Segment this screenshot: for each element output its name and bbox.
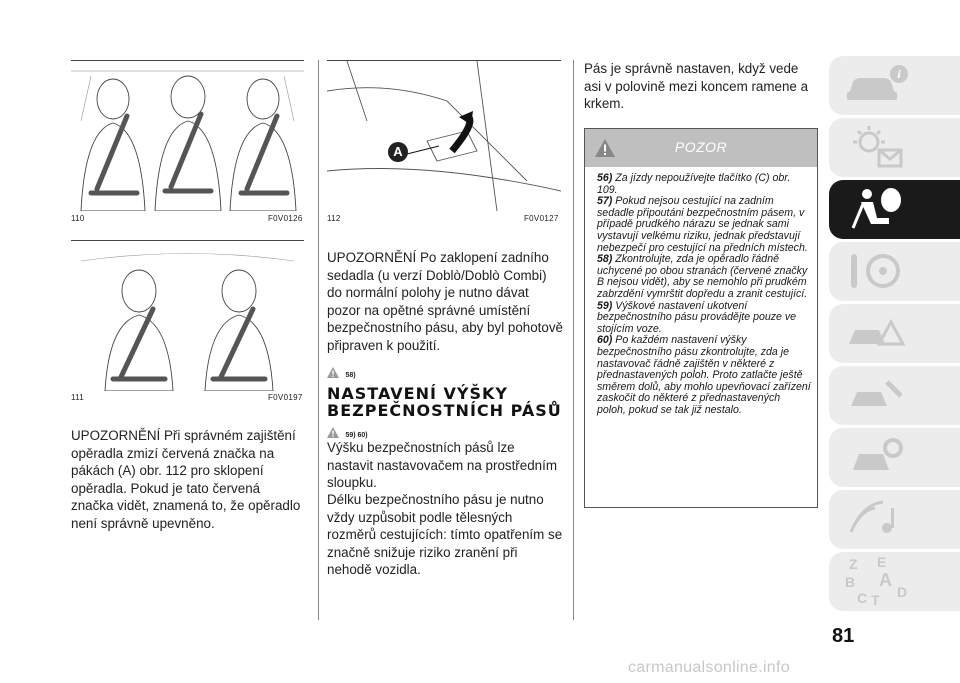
warning-box [584,128,818,508]
tab-car-info[interactable] [829,56,960,115]
dashboard-lights-icon [843,122,913,172]
belt-length-text: Délku bezpečnostního pásu je nutno vždy uzpůsobit podle tělesných rozměrů cestujících: tímto opatřením se značně snižuje riziko zranění při nehodě vozidla. [327,492,563,578]
warning-item-56 [597,173,811,196]
index-letter: B [845,574,856,590]
index-letter: D [897,584,908,600]
index-letter: C [857,590,868,606]
car-info-icon [843,60,913,110]
callout-a-badge [388,142,408,162]
section-heading [327,385,562,419]
page-number: 81 [832,625,855,647]
warning-ref-2-text: 59) 60) [345,432,368,439]
tab-emergency[interactable] [829,304,960,363]
multimedia-music-icon [843,494,913,544]
middle-paragraph-1 [327,249,563,355]
alphabetical-index-icon [843,554,923,608]
warning-ref-1-text: 58) [345,372,356,379]
warning-number: 60) [597,334,613,347]
rear-seat-belt-note: UPOZORNĚNÍ Po zaklopení zadního sedadla (u verzí Doblò/Doblò Combi) do normální polohy je nutno dávat pozor na opětné správné umístění bezpečnostního pásu, aby byl pohotově připraven k použití. [327,250,563,353]
figure-111-illustration [71,240,304,391]
warning-triangle-icon [327,427,339,438]
seat-lever-drawing [327,61,561,211]
index-letter: E [877,554,887,570]
column-divider-2 [573,60,574,620]
tab-safety[interactable] [829,180,960,239]
figure-110-number: 110 [71,214,85,223]
warning-box-header [585,129,817,167]
airbag-seat-icon [843,184,913,234]
figure-111-number: 111 [71,393,85,402]
section-heading-line-2: BEZPEČNOSTNÍCH PÁSŮ [327,401,562,420]
warning-number: 56) [597,172,613,184]
warning-title: POZOR [674,139,728,155]
tab-technical-data[interactable] [829,428,960,487]
figure-111-code: F0V0197 [268,393,303,402]
figure-110-illustration [71,60,304,211]
warning-item-60 [597,335,811,416]
section-heading-line-1: NASTAVENÍ VÝŠKY [327,384,508,403]
index-letter: T [871,592,880,608]
tab-dashboard-lights[interactable] [829,118,960,177]
figure-112-code: F0V0127 [524,214,559,223]
figure-112-illustration [327,60,561,211]
column-divider-1 [318,60,319,620]
belt-position-text: Pás je správně nastaven, když vede asi v polovině mezi koncem ramene a krkem. [584,61,809,112]
wrench-car-icon [843,370,913,420]
svg-text:i: i [897,67,901,81]
index-letter: A [879,570,892,590]
middle-paragraph-3 [327,491,563,579]
footer-watermark: carmanualsonline.info [628,659,790,676]
warning-item-58 [597,254,811,300]
warning-text: Zkontrolujte, zda je opěradlo řádně uchycené po obou stranách (červené značky B nejsou vidět), aby se nemohlo při prudkém zabrzdění vymrštit dopředu a zranit cestující. [597,253,808,300]
left-column-paragraph [71,427,305,533]
key-steering-icon [843,246,913,296]
three-belted-seats-drawing [71,61,304,211]
warning-number: 58) [597,253,613,266]
tab-maintenance[interactable] [829,366,960,425]
figure-110-code: F0V0126 [268,214,303,223]
maintenance-gear-icon [843,432,913,482]
warning-item-59 [597,301,811,336]
tab-starting-driving[interactable] [829,242,960,301]
warning-text: Po každém nastavení výšky bezpečnostního pásu zkontrolujte, zda je nastavovač řádně zajištěn v některé z přednastavených poloh. Proto zatlačte ještě směrem dolů, aby mohlo upevňovací zařízení zaskočit do některé z přednastavených poloh, pokud se tak již nestalo. [597,334,811,416]
warning-list [597,173,811,416]
middle-paragraph-2 [327,439,563,492]
seatback-lock-note: UPOZORNĚNÍ Při správném zajištění opěradla zmizí červená značka na pákách (A) obr. 112 pro sklopení opěradla. Pokud je tato červená značka vidět, znamená to, že opěradlo není správně upevněno. [71,428,301,531]
warning-ref-1 [327,364,354,382]
warning-item-57 [597,196,811,254]
two-belted-seats-drawing [71,241,304,391]
tab-index[interactable] [829,552,960,611]
index-letter: Z [849,556,858,572]
belt-height-adjust-text: Výšku bezpečnostních pásů lze nastavit nastavovačem na prostředním sloupku. [327,440,557,491]
warning-text: Za jízdy nepoužívejte tlačítko (C) obr. 109. [597,172,791,196]
warning-text: Pokud nejsou cestující na zadním sedadle připoutáni bezpečnostním pásem, v případě prudkého nárazu se jednak sami vystavují velkému riziku, jednak představují nebezpečí pro cestující na předních místech. [597,195,808,254]
tab-multimedia[interactable] [829,490,960,549]
warning-number: 59) [597,299,613,312]
warning-triangle-icon [327,367,339,378]
warning-triangle-car-icon [843,308,913,358]
right-intro-paragraph [584,60,814,113]
figure-112-number: 112 [327,214,341,223]
callout-a-label: A [393,144,403,159]
warning-number: 57) [597,195,613,208]
warning-text: Výškové nastavení ukotvení bezpečnostního pásu provádějte pouze ve stojícím voze. [597,299,797,335]
